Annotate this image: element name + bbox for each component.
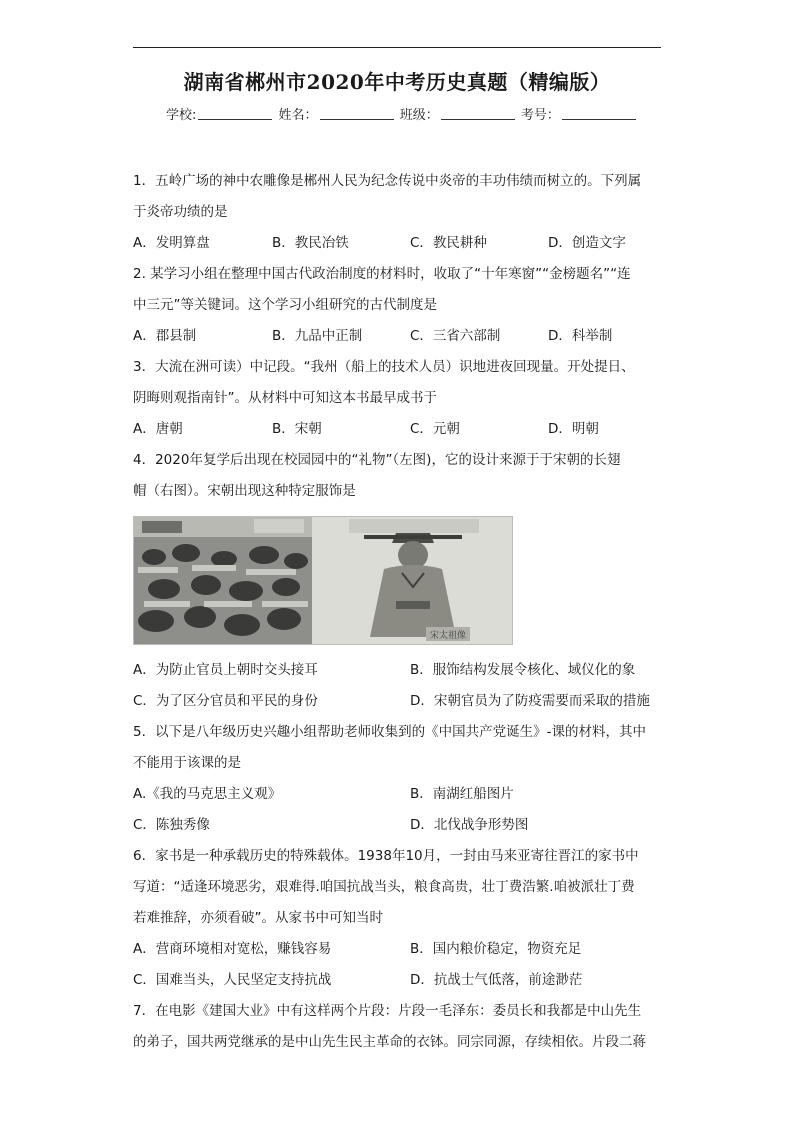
name-label: 姓名： (278, 108, 318, 123)
school-label: 学校: (166, 108, 197, 123)
question-1-option-b: B．教民冶铁 (272, 235, 349, 251)
question-5-option-c: C．陈独秀像 (133, 817, 210, 833)
question-3-line-1: 3．大流在洲可读）中记段。“我州（船上的技术人员）识地进夜回现量。开处提日、 (133, 359, 635, 375)
school-blank[interactable] (198, 107, 272, 120)
question-1-option-d: D．创造文字 (548, 235, 626, 251)
question-6-option-b: B．国内粮价稳定，物资充足 (410, 941, 582, 957)
question-6-option-c: C．国难当头，人民坚定支持抗战 (133, 972, 332, 988)
question-1-line-2: 于炎帝功绩的是 (133, 204, 228, 220)
number-label: 考号： (520, 108, 560, 123)
question-1-line-1: 1．五岭广场的神中农雕像是郴州人民为纪念传说中炎帝的丰功伟绩而树立的。下列属 (133, 173, 642, 189)
exam-title: 湖南省郴州市2020年中考历史真题（精编版） (183, 70, 611, 94)
question-3-option-d: D．明朝 (548, 421, 599, 437)
number-blank[interactable] (562, 107, 636, 120)
question-5-option-d: D．北伐战争形势图 (410, 817, 529, 833)
class-label: 班级： (399, 108, 439, 123)
question-7-line-2: 的弟子，国共两党继承的是中山先生民主革命的衣钵。同宗同源，存续相依。片段二蒋 (133, 1034, 646, 1050)
question-2-option-a: A．郡县制 (133, 328, 197, 344)
question-2-line-1: 2. 某学习小组在整理中国古代政治制度的材料时，收取了“十年寒窗”“金榜题名”“连 (133, 266, 631, 282)
question-5-option-b: B．南湖红船图片 (410, 786, 514, 802)
question-2-option-b: B．九品中正制 (272, 328, 363, 344)
name-blank[interactable] (320, 107, 394, 120)
question-4-figure-image (134, 517, 512, 644)
question-7-line-1: 7．在电影《建国大业》中有这样两个片段：片段一毛泽东：委员长和我都是中山先生 (133, 1003, 642, 1019)
question-6-option-a: A．营商环境相对宽松，赚钱容易 (133, 941, 332, 957)
question-6-option-d: D．抗战士气低落，前途渺茫 (410, 972, 583, 988)
question-5-line-1: 5．以下是八年级历史兴趣小组帮助老师收集到的《中国共产党诞生》-课的材料，其中 (133, 724, 646, 740)
question-1-option-c: C．教民耕种 (410, 235, 487, 251)
question-3-option-b: B．宋朝 (272, 421, 322, 437)
class-blank[interactable] (441, 107, 515, 120)
question-6-line-1: 6．家书是一种承载历史的特殊载体。1938年10月，一封由马来亚寄往晋江的家书中 (133, 848, 639, 864)
question-4-line-1: 4．2020年复学后出现在校园园中的“礼物”（左图)，它的设计来源于于宋朝的长翅 (133, 452, 621, 468)
question-4-figure (133, 516, 513, 645)
question-4-option-a: A．为防止官员上朝时交头接耳 (133, 662, 318, 678)
question-6-line-3: 若难推辞，亦须看破”。从家书中可知当时 (133, 910, 383, 926)
question-4-option-b: B．服饰结构发展令核化、域仪化的象 (410, 662, 636, 678)
question-3-line-2: 阴晦则观指南针”。从材料中可知这本书最早成书于 (133, 390, 437, 406)
question-5-option-a: A.《我的马克思主义观》 (133, 786, 282, 802)
question-6-line-2: 写道：“适逢环境恶劣，艰难得.咱国抗战当头，粮食高贵，壮丁费浩繁.咱被派壮丁费 (133, 879, 635, 895)
question-2-line-2: 中三元”等关键词。这个学习小组研究的古代制度是 (133, 297, 437, 313)
top-rule (133, 47, 661, 48)
question-4-option-d: D．宋朝官员为了防疫需要而采取的措施 (410, 693, 650, 709)
question-5-line-2: 不能用于该课的是 (133, 755, 241, 771)
question-4-line-2: 帽（右图）。宋朝出现这种特定服饰是 (133, 483, 356, 499)
question-1-option-a: A．发明算盘 (133, 235, 210, 251)
question-2-option-d: D．科举制 (548, 328, 613, 344)
question-2-option-c: C．三省六部制 (410, 328, 501, 344)
figure-caption: 宋太祖像 (430, 631, 467, 641)
question-4-option-c: C．为了区分官员和平民的身份 (133, 693, 318, 709)
question-3-option-c: C．元朝 (410, 421, 460, 437)
question-3-option-a: A．唐朝 (133, 421, 183, 437)
student-info-row (166, 104, 638, 123)
